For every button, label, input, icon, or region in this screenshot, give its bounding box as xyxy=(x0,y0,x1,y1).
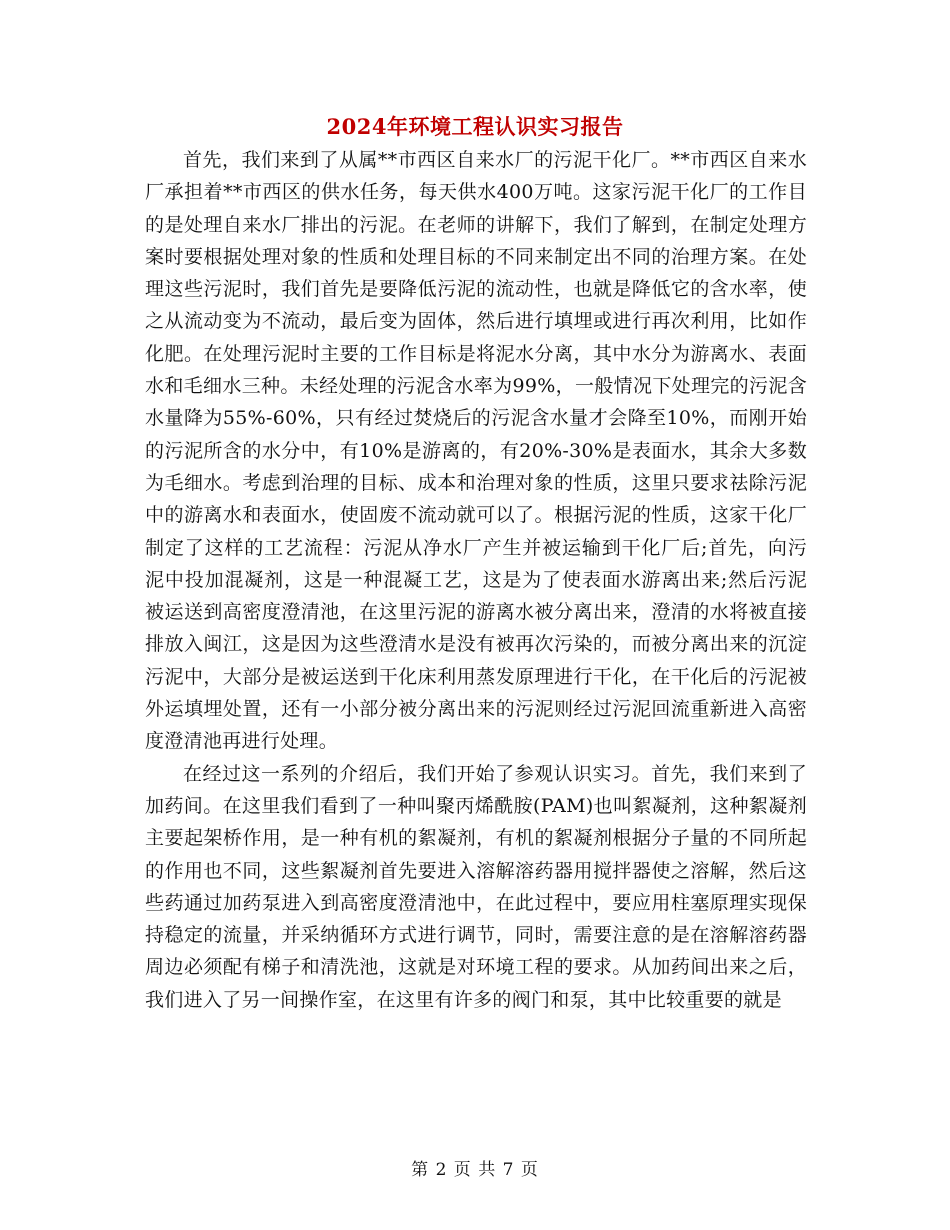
document-title: 2024年环境工程认识实习报告 xyxy=(326,114,624,139)
page-number-footer: 第 2 页 共 7 页 xyxy=(411,1160,539,1180)
paragraph-2: 在经过这一系列的介绍后，我们开始了参观认识实习。首先，我们来到了加药间。在这里我们看到了一种叫聚丙烯酰胺(PAM)也叫絮凝剂，这种絮凝剂主要起架桥作用，是一种有机的絮凝剂，有机的絮凝剂根据分子量的不同所起的作用也不同，这些絮凝剂首先要进入溶解溶药器用搅拌器使之溶解，然后这些药通过加药泵进入到高密度澄清池中，在此过程中，要应用柱塞原理实现保持稳定的流量，并采纳循环方式进行调节，同时，需要注意的是在溶解溶药器周边必须配有梯子和清洗池，这就是对环境工程的要求。从加药间出来之后，我们进入了另一间操作室，在这里有许多的阀门和泵，其中比较重要的就是 xyxy=(145,762,807,1011)
document-body xyxy=(145,144,807,1016)
paragraph-1: 首先，我们来到了从属**市西区自来水厂的污泥干化厂。**市西区自来水厂承担着**市西区的供水任务，每天供水400万吨。这家污泥干化厂的工作目的是处理自来水厂排出的污泥。在老师的讲解下，我们了解到，在制定处理方案时要根据处理对象的性质和处理目标的不同来制定出不同的治理方案。在处理这些污泥时，我们首先是要降低污泥的流动性，也就是降低它的含水率，使之从流动变为不流动，最后变为固体，然后进行填埋或进行再次利用，比如作化肥。在处理污泥时主要的工作目标是将泥水分离，其中水分为游离水、表面水和毛细水三种。未经处理的污泥含水率为99%，一般情况下处理完的污泥含水量降为55%-60%，只有经过焚烧后的污泥含水量才会降至10%，而刚开始的污泥所含的水分中，有10%是游离的，有20%-30%是表面水，其余大多数为毛细水。考虑到治理的目标、成本和治理对象的性质，这里只要求祛除污泥中的游离水和表面水，使固废不流动就可以了。根据污泥的性质，这家干化厂制定了这样的工艺流程：污泥从净水厂产生并被运输到干化厂后;首先，向污泥中投加混凝剂，这是一种混凝工艺，这是为了使表面水游离出来;然后污泥被运送到高密度澄清池，在这里污泥的游离水被分离出来，澄清的水将被直接排放入闽江，这是因为这些澄清水是没有被再次污染的，而被分离出来的沉淀污泥中，大部分是被运送到干化床利用蒸发原理进行干化，在干化后的污泥被外运填埋处置，还有一小部分被分离出来的污泥则经过污泥回流重新进入高密度澄清池再进行处理。 xyxy=(145,149,807,753)
